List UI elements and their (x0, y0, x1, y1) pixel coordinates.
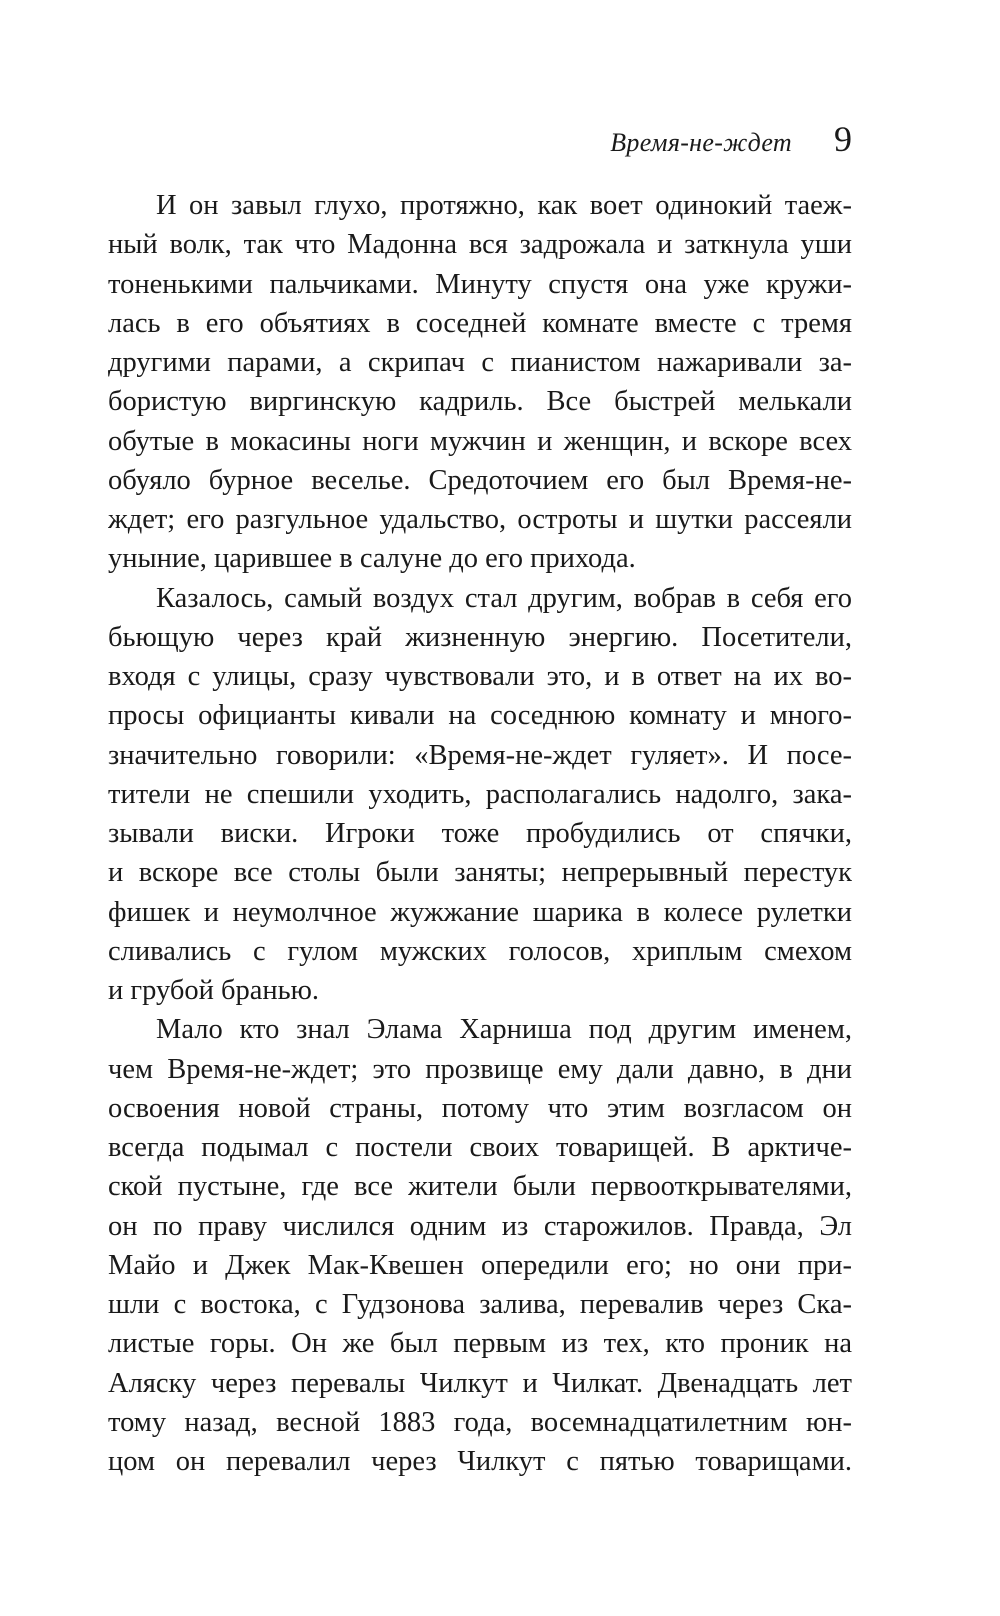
text-line: цом он перевалил через Чилкут с пятью товарищами. (108, 1446, 852, 1477)
text-line: бьющую через край жизненную энергию. Посетители, (108, 621, 852, 653)
text-line: шли с востока, с Гудзонова залива, перевалив через Ска- (108, 1289, 852, 1320)
text-line: зывали виски. Игроки тоже пробудились от спячки, (108, 818, 852, 849)
text-line: обутые в мокасины ноги мужчин и женщин, и вскоре всех (108, 425, 852, 457)
running-title: Время-не-ждет (610, 128, 792, 157)
text-line: Аляску через перевалы Чилкут и Чилкат. Двенадцать лет (108, 1367, 852, 1399)
text-line: значительно говорили: «Время-не-ждет гуляет». И посе- (108, 739, 852, 771)
text-line: обуяло бурное веселье. Средоточием его был Время-не- (108, 464, 852, 496)
text-line: Майо и Джек Мак-Квешен опередили его; но они при- (108, 1249, 852, 1281)
text-line: бористую виргинскую кадриль. Все быстрей мелькали (108, 386, 852, 418)
text-line: тоненькими пальчиками. Минуту спустя она уже кружи- (108, 268, 852, 300)
body-text (108, 186, 852, 1481)
text-line: сливались с гулом мужских голосов, хриплым смехом (108, 935, 852, 967)
text-line: ждет; его разгульное удальство, остроты и шутки рассеяли (108, 504, 852, 535)
paragraph-3 (108, 1010, 852, 1481)
text-line: фишек и неумолчное жужжание шарика в колесе рулетки (108, 896, 852, 928)
text-line: входя с улицы, сразу чувствовали это, и в ответ на их во- (108, 661, 852, 692)
text-line: ской пустыне, где все жители были первооткрывателями, (108, 1171, 852, 1203)
text-line: просы официанты кивали на соседнюю комнату и много- (108, 700, 852, 732)
text-line: всегда подымал с постели своих товарищей. В арктиче- (108, 1132, 852, 1163)
text-line: уныние, царившее в салуне до его прихода. (108, 543, 636, 575)
text-line: тому назад, весной 1883 года, восемнадцатилетним юн- (108, 1406, 852, 1438)
text-line: и грубой бранью. (108, 975, 320, 1006)
text-line: другими парами, а скрипач с пианистом нажаривали за- (108, 347, 852, 378)
page-number: 9 (834, 119, 852, 159)
paragraph-2 (108, 579, 852, 1011)
text-line: Мало кто знал Элама Харниша под другим именем, (156, 1014, 852, 1046)
running-head (108, 118, 852, 168)
text-line: тители не спешили уходить, располагались надолго, зака- (108, 778, 852, 810)
text-line: Казалось, самый воздух стал другим, вобрав в себя его (156, 582, 852, 614)
paragraph-1 (108, 186, 852, 579)
text-line: освоения новой страны, потому что этим возгласом он (108, 1092, 852, 1124)
text-line: и вскоре все столы были заняты; непрерывный перестук (108, 857, 852, 889)
text-line: листые горы. Он же был первым из тех, кто проник на (108, 1328, 852, 1360)
text-line: он по праву числился одним из старожилов. Правда, Эл (108, 1210, 852, 1242)
text-line: ный волк, так что Мадонна вся задрожала и заткнула уши (108, 229, 852, 261)
text-line: И он завыл глухо, протяжно, как воет одинокий таеж- (156, 190, 852, 221)
text-line: лась в его объятиях в соседней комнате вместе с тремя (108, 307, 852, 339)
text-line: чем Время-не-ждет; это прозвище ему дали давно, в дни (108, 1053, 852, 1085)
